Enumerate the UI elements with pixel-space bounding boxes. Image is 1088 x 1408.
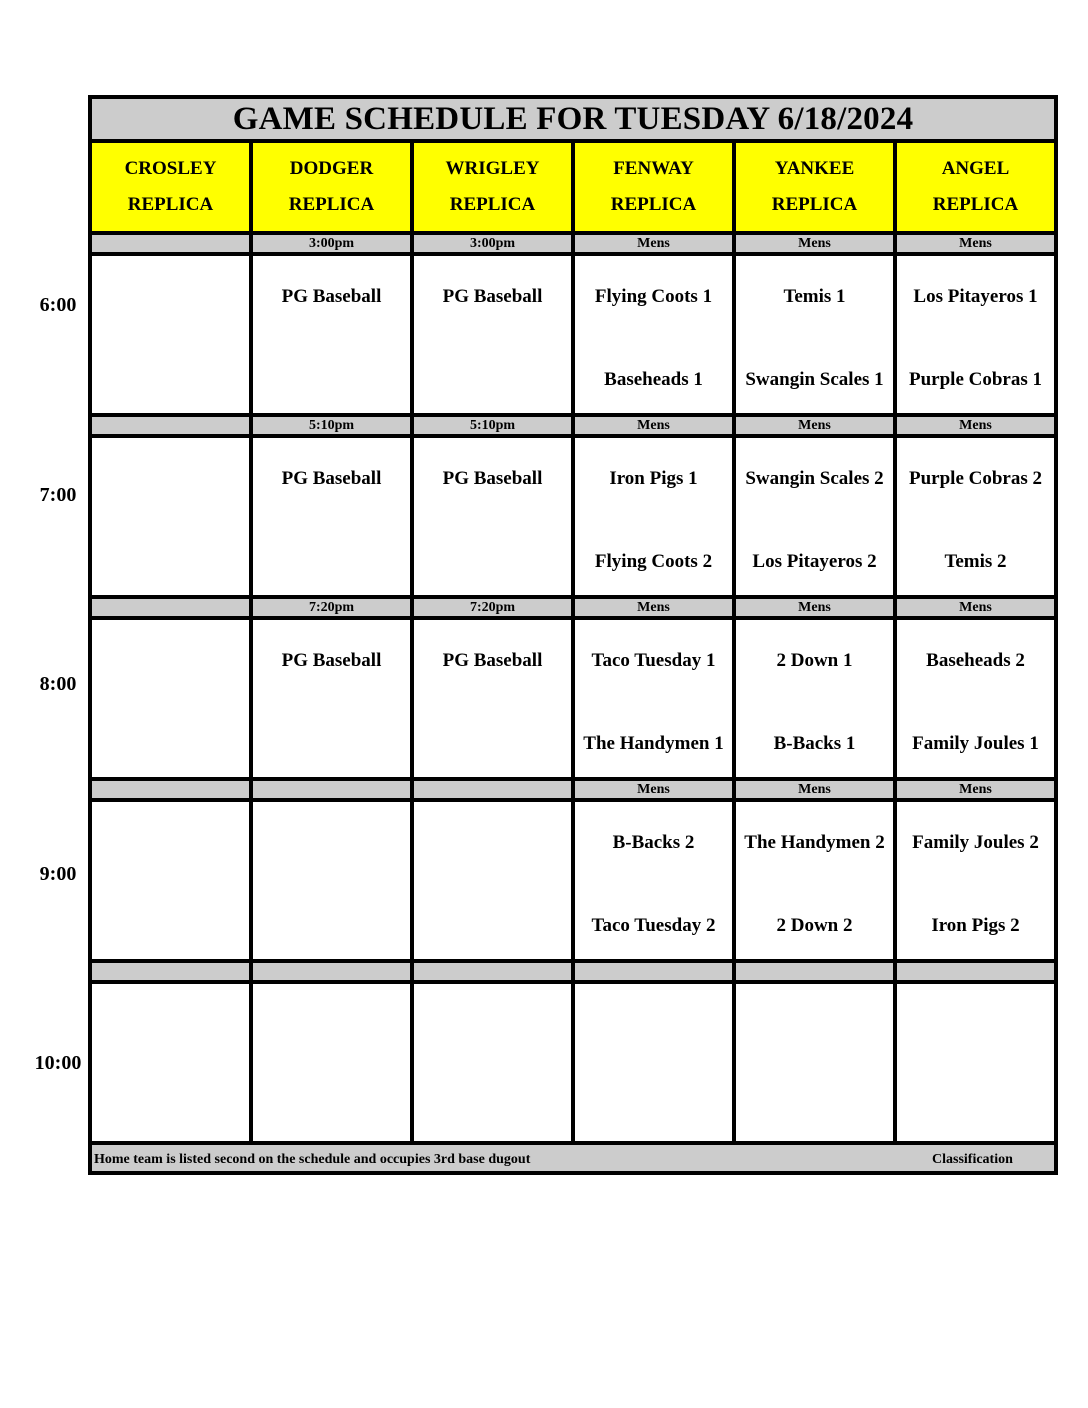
home-team [92,369,249,391]
schedule-table [88,95,1058,1175]
time-slot-row [90,800,1056,961]
home-team [414,369,571,391]
home-team: Family Joules 1 [912,733,1039,754]
first-team: PG Baseball [281,286,382,307]
first-team: B-Backs 2 [612,832,695,853]
home-team: Purple Cobras 1 [909,369,1042,390]
home-team: Baseheads 1 [604,369,703,390]
first-team: Swangin Scales 2 [745,468,884,489]
slot-label: 3:00pm [412,233,573,254]
game-cell [573,618,734,779]
first-team [575,1014,732,1036]
slot-label: Mens [573,233,734,254]
game-cell [90,436,251,597]
home-team [92,1097,249,1119]
home-team: The Handymen 1 [583,733,724,754]
slot-label [412,779,573,800]
first-team: PG Baseball [442,286,543,307]
game-cell [573,982,734,1143]
field-type: REPLICA [932,194,1019,215]
slot-label: Mens [734,597,895,618]
home-team [92,551,249,573]
slot-label [734,961,895,982]
time-label-8: 8:00 [39,673,77,695]
field-header-crosley [90,141,251,233]
game-cell [734,254,895,415]
field-header-dodger [251,141,412,233]
classification-band [90,779,1056,800]
first-team [736,1014,893,1036]
home-team [253,551,410,573]
game-cell [895,618,1056,779]
slot-label [251,779,412,800]
classification-label: Classification [932,1152,1013,1167]
first-team: Iron Pigs 1 [609,468,698,489]
slot-label [412,961,573,982]
game-cell [412,436,573,597]
slot-label: 7:20pm [251,597,412,618]
slot-label: Mens [734,415,895,436]
slot-label: 3:00pm [251,233,412,254]
schedule-title: GAME SCHEDULE FOR TUESDAY 6/18/2024 [90,97,1056,141]
game-cell [734,982,895,1143]
first-team [897,1014,1054,1036]
game-cell [90,800,251,961]
field-name: ANGEL [941,158,1010,179]
game-cell [90,254,251,415]
slot-label [90,961,251,982]
game-cell [412,618,573,779]
home-team: Flying Coots 2 [594,551,713,572]
game-cell [251,436,412,597]
slot-label: Mens [734,779,895,800]
game-cell [90,982,251,1143]
game-cell [573,254,734,415]
slot-label [90,233,251,254]
home-team-note: Home team is listed second on the schedule and occupies 3rd base dugout [94,1152,531,1167]
game-cell [412,982,573,1143]
home-team [575,1097,732,1119]
schedule-sheet [88,95,1056,1175]
time-label-9: 9:00 [39,863,77,885]
game-cell [734,436,895,597]
home-team [253,1097,410,1119]
home-team: Temis 2 [944,551,1007,572]
home-team [253,369,410,391]
classification-band [90,961,1056,982]
first-team: Flying Coots 1 [594,286,713,307]
game-cell [573,436,734,597]
first-team [92,468,249,490]
game-cell [895,982,1056,1143]
time-slot-row [90,618,1056,779]
classification-band [90,415,1056,436]
first-team [92,650,249,672]
first-team [414,1014,571,1036]
field-header-yankee [734,141,895,233]
field-type: REPLICA [610,194,697,215]
home-team: 2 Down 2 [776,915,853,936]
first-team: Temis 1 [783,286,846,307]
home-team [92,733,249,755]
first-team [92,1014,249,1036]
slot-label: Mens [895,233,1056,254]
game-cell [895,254,1056,415]
game-cell [251,982,412,1143]
time-label-6: 6:00 [39,294,77,316]
first-team [253,1014,410,1036]
first-team: Purple Cobras 2 [909,468,1042,489]
field-name: FENWAY [613,158,694,179]
slot-label: Mens [573,779,734,800]
field-name: YANKEE [774,158,855,179]
first-team: PG Baseball [442,650,543,671]
home-team: Los Pitayeros 2 [752,551,877,572]
game-cell [251,800,412,961]
first-team: The Handymen 2 [744,832,885,853]
home-team: Taco Tuesday 2 [591,915,716,936]
home-team: Iron Pigs 2 [931,915,1020,936]
slot-label: Mens [573,597,734,618]
slot-label [90,597,251,618]
home-team [736,1097,893,1119]
first-team: PG Baseball [442,468,543,489]
field-type: REPLICA [771,194,858,215]
first-team [414,832,571,854]
slot-label [895,961,1056,982]
game-cell [734,618,895,779]
first-team [92,832,249,854]
slot-label: Mens [895,597,1056,618]
field-type: REPLICA [127,194,214,215]
time-label-7: 7:00 [39,484,77,506]
field-header-angel [895,141,1056,233]
first-team: Taco Tuesday 1 [591,650,716,671]
field-name: CROSLEY [124,158,217,179]
time-slot-row [90,982,1056,1143]
slot-label: Mens [895,415,1056,436]
first-team: Baseheads 2 [926,650,1025,671]
home-team [897,1097,1054,1119]
first-team [92,286,249,308]
slot-label [251,961,412,982]
game-cell [573,800,734,961]
schedule-footer [90,1143,1056,1173]
field-name: DODGER [289,158,374,179]
game-cell [734,800,895,961]
home-team [414,915,571,937]
slot-label: Mens [895,779,1056,800]
first-team: PG Baseball [281,468,382,489]
time-slot-row [90,436,1056,597]
home-team: B-Backs 1 [773,733,856,754]
slot-label: 7:20pm [412,597,573,618]
slot-label: 5:10pm [251,415,412,436]
first-team [253,832,410,854]
home-team [253,915,410,937]
first-team: Family Joules 2 [912,832,1039,853]
field-name: WRIGLEY [445,158,540,179]
slot-label: 5:10pm [412,415,573,436]
field-type: REPLICA [449,194,536,215]
slot-label [90,415,251,436]
classification-band [90,597,1056,618]
classification-band [90,233,1056,254]
home-team: Swangin Scales 1 [745,369,884,390]
slot-label [573,961,734,982]
field-header-wrigley [412,141,573,233]
field-type: REPLICA [288,194,375,215]
first-team: 2 Down 1 [776,650,853,671]
home-team [414,1097,571,1119]
game-cell [895,436,1056,597]
game-cell [251,618,412,779]
slot-label [90,779,251,800]
time-slot-row [90,254,1056,415]
game-cell [412,254,573,415]
game-cell [412,800,573,961]
slot-label: Mens [734,233,895,254]
game-cell [895,800,1056,961]
field-header-fenway [573,141,734,233]
slot-label: Mens [573,415,734,436]
home-team [92,915,249,937]
time-label-10: 10:00 [34,1052,82,1074]
first-team: Los Pitayeros 1 [913,286,1038,307]
game-cell [90,618,251,779]
home-team [253,733,410,755]
home-team [414,733,571,755]
game-cell [251,254,412,415]
home-team [414,551,571,573]
first-team: PG Baseball [281,650,382,671]
